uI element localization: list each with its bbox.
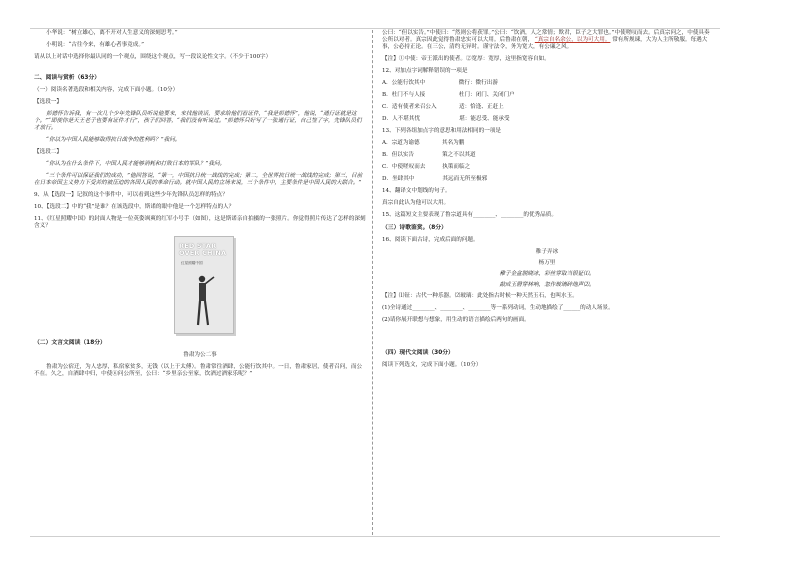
q12-option-b: B．杜门不与人接 杜门：闭门、关闭门户 [382, 91, 515, 98]
poem-author: 杨万里 [538, 259, 556, 266]
question-14-sentence: 真宗自此认为他可以大用。 [382, 199, 450, 206]
left-column [34, 30, 366, 383]
excerpt-1-para-1: 彭德怀告诉我，有一次几个少年先锋队员听说他要来，来找他谈话，要求给他们看证件，“我是彭德怀”，他说，“通行证就是这个。”“即使你是天王老子也要有证件才行”，孩子们回答，“我们没有听说过。”彭德怀只好写了一张通行证，自己签了字，先锋队员们才放行。 [34, 111, 362, 132]
poem-line-2: 敲成玉磬穿林响，忽作玻璃碎地声⑵。 [499, 281, 595, 288]
question-16-1: (1)全诗通过________、________、________等一系列动词，生动地描绘了______的动人场景。 [382, 304, 614, 311]
classical-text: 鲁肃为公宿迁，为人忠厚，私宿家贫多，无钱（以上于太傅）。鲁肃常往酒肆，公能行饮其中。一日，鲁肃家居，使者召问，而公不在。久之，自酒肆中归，中使⑥问公所至，公曰：“乡里亲公至家，饮酒过酒家乐呢？” [34, 364, 363, 378]
question-9: 9、从【选段一】记叙的这个事件中，可以看到这些少年先锋队员怎样的特点？ [34, 192, 228, 199]
q13-option-b: B．但以实告 策之不以其道 [382, 151, 476, 158]
poem-line-1: 稚子金盆脱晓冰，彩丝穿取当银钲⑴。 [499, 270, 595, 277]
question-16-2: (2)请你展开联想与想象，用生动的语言描绘后两句的画面。 [382, 316, 530, 323]
dialogue-line-2: 小明说：“古往今来，有雄心者事竟成。” [46, 41, 145, 48]
book-cover-title: RED STAR OVER CHINA [179, 241, 227, 257]
question-15: 15、这篇短文主要表现了鲁宗道具有________、________的优秀品质。 [382, 211, 557, 218]
question-16: 16、阅读下面古诗，完成后面的问题。 [382, 236, 479, 243]
excerpt-1-para-2: “你以为中国人民能够取得抗日战争的胜利吗？”我问。 [46, 137, 181, 144]
question-14: 14、翻译文中划线的句子。 [382, 187, 451, 194]
page-top-edge [30, 28, 720, 29]
q13-option-c: C．中使嗟叹而去 执策而临之 [382, 163, 471, 170]
section-2-title: 二、阅读与赏析（63分） [34, 74, 101, 81]
excerpt-2-para-2: “三个条件可以保证我们的成功，”他回答说，“第一，中国抗日统一战线的完成；第二，全世界抗日统一战线的完成；第三，目前在日本帝国主义势力下受苦的被压迫的各国人民的革命行动。就中国人民的立场来说，三个条件中，主要条件是中国人民的大联合。” [34, 173, 363, 187]
dialogue-line-1: 小华说：“树立雄心，离不开对人生意义的深刻思考。” [46, 30, 178, 36]
excerpt-2-label: 【选段二】 [34, 149, 62, 156]
part-1-title: （一）阅读名著选段和相关内容，完成下面小题。（10分） [34, 87, 179, 94]
q12-option-c: C．适有使者来召公入 适：恰逢、正赶上 [382, 103, 504, 110]
writing-prompt: 请从以上对话中选择你最认同的一个观点，围绕这个观点，写一段议论性文字。（不少于100字） [34, 53, 272, 60]
classical-continued: 公曰：“但以实告。”中使曰：“然则公将获罪。”公曰：“饮酒，人之常情；欺君，臣子之大罪也。”中使嗟叹而去。后真宗问之，中使具奏公所以对者。真宗因此觉得鲁肃忠实可以大用。后鲁肃在朝， “真宗自名余公，以为可大用。 常有所规谏，大为人主所敬服。每遇大事，公必持正论。在三公，清约无异时。谨守法令，务为宽大，有公廉之风。 [382, 30, 710, 50]
part-4-intro: 阅读下列选文，完成下面小题。（10分） [382, 362, 482, 369]
excerpt-1-label: 【选段一】 [34, 99, 62, 106]
page-bottom-edge [30, 536, 720, 537]
poem-note: 【注】⑴钲：古代一种乐器。⑵玻璃：此处指古时候一种天然玉石，也叫水玉。 [382, 292, 578, 299]
q13-option-a: A．宗道为谕德 其名为鹏 [382, 139, 465, 146]
q12-option-d: D．人不堪其忧 堪：能忍受、能承受 [382, 115, 510, 122]
column-divider [372, 30, 373, 535]
excerpt-2-para-1: “你认为在什么条件下，中国人民才能够消耗和打败日本的军队？”我问。 [46, 161, 226, 168]
book-cover-image [174, 236, 234, 334]
part-4-title: （四）现代文阅读（30分） [382, 349, 454, 356]
q12-option-a: A．公能行饮其中 微行：微行出游 [382, 79, 498, 86]
part-2-title: （二）文言文阅读（18分） [34, 339, 106, 346]
classical-title: 鲁肃为公二事 [183, 352, 217, 359]
question-11: 11、《红星照耀中国》的封面人物是一位英姿飒爽的红军小号手（如图），这是斯诺亲自拍摄的一张照片。你觉得照片传达了怎样的深刻含义？ [34, 216, 366, 229]
classical-note: 【注】①中使：帝王派出的使者。②宽厚：宽厚，这里指宽容自如。 [382, 55, 550, 62]
part-3-title: （三）诗歌鉴赏。（8分） [382, 224, 447, 231]
poem-title: 稚子弄冰 [535, 248, 559, 255]
question-12: 12、对加点字词解释错误的一项是 [382, 67, 468, 74]
right-column [382, 30, 712, 374]
question-10: 10、【选段二】中的“我”是谁？在该选段中，斯诺的眼中他是一个怎样特点的人？ [34, 204, 235, 211]
book-cover-subtitle: 红星照耀中国 [181, 260, 203, 265]
bugler-figure-icon [193, 273, 215, 328]
underlined-sentence: “真宗自名余公，以为可大用。 [534, 36, 611, 43]
question-13: 13、下列各组加点字的意思和用法相同的一项是 [382, 127, 501, 134]
q13-option-d: D．坐肆其中 其远而无所至极邪 [382, 175, 488, 182]
